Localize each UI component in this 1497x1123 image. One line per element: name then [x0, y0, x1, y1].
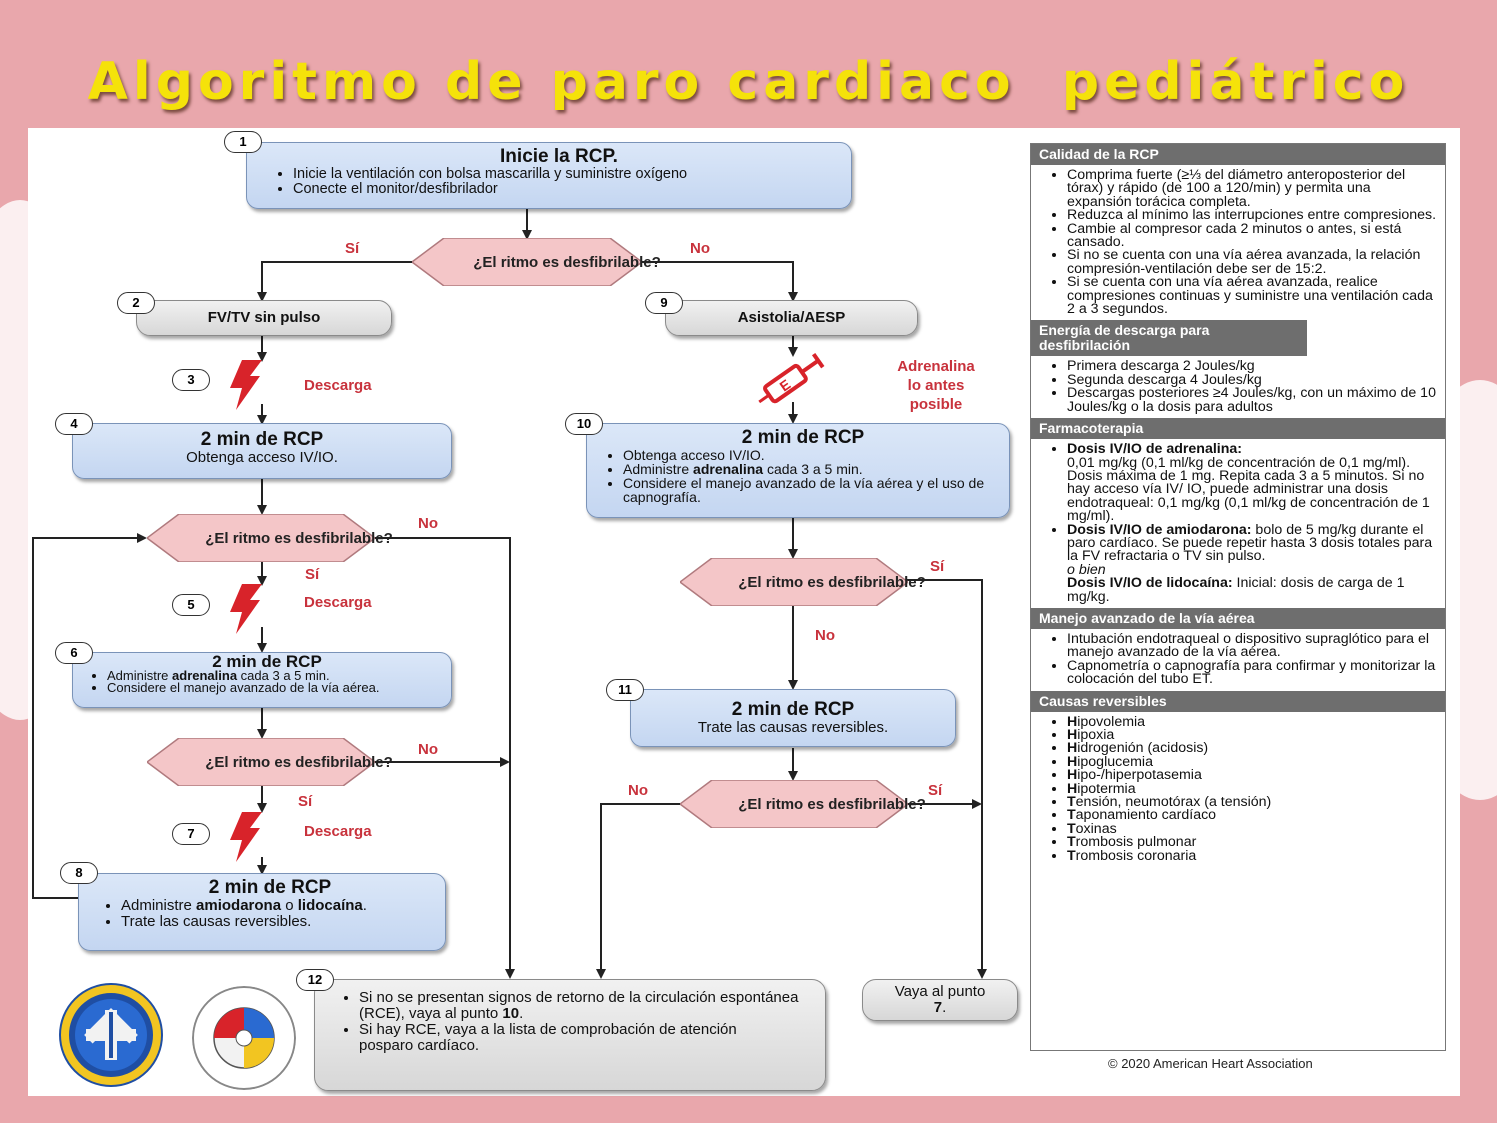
step-number-badge: 6	[55, 642, 93, 664]
text-fragment: idrogenión (acidosis)	[1077, 740, 1209, 757]
text-bold: lidocaína	[297, 897, 363, 914]
text-fragment: Administre	[121, 897, 197, 914]
text-bold: T	[1067, 847, 1076, 864]
decision-text: ¿El ritmo es desfibrilable?	[738, 573, 926, 591]
text-bold: 10	[502, 1005, 520, 1022]
text-bold: H	[1067, 740, 1078, 757]
text-fragment: rombosis pulmonar	[1075, 834, 1197, 851]
shock-label: Descarga	[304, 823, 372, 840]
text-fragment: rombosis coronaria	[1075, 847, 1197, 864]
no-label: No	[815, 627, 835, 644]
text-fragment: ipoxia	[1077, 727, 1115, 743]
step-number-badge: 4	[55, 413, 93, 435]
decision-diamond-top	[412, 238, 661, 286]
text-fragment: .	[942, 999, 947, 1016]
lightning-shock-icon	[228, 584, 262, 634]
text-bold: T	[1067, 820, 1076, 837]
no-label: No	[628, 782, 648, 799]
text-bold: 7	[933, 999, 943, 1016]
text-fragment: oxinas	[1075, 820, 1117, 837]
text-italic: o bien	[1067, 561, 1106, 578]
firefighters-college-logo	[192, 986, 296, 1090]
text-fragment: bolo de 5 mg/kg durante el paro cardíaco. Se puede repetir hasta 3 dosis totales para la FV refractaria o TV sin pulso.	[1067, 521, 1433, 565]
copyright-text: © 2020 American Heart Association	[1108, 1056, 1313, 1071]
text-fragment: Administre	[623, 461, 694, 477]
syringe-icon	[752, 352, 832, 406]
text-bold: H	[1067, 727, 1078, 743]
text-fragment: ipotermia	[1077, 780, 1136, 797]
lightning-shock-icon	[228, 360, 262, 410]
list-item	[1067, 809, 1439, 822]
step-4-cpr-box	[72, 423, 452, 479]
shock-label: Descarga	[304, 377, 372, 394]
list-item: • Comprima fuerte (≥⅓ del diámetro anteroposterior del tórax) y rápido (de 100 a 120/min) y permita una expansión torácica completa.	[1067, 169, 1439, 209]
list-item: • Si no se cuenta con una vía aérea avanzada, la relación compresión-ventilación debe ser de 15:2.	[1067, 249, 1439, 276]
decision-diamond-right-2	[680, 780, 926, 828]
list-item	[1067, 443, 1439, 523]
text-fragment: ipoglucemia	[1077, 753, 1153, 770]
text-bold: amiodarona	[196, 897, 282, 914]
step-number-badge: 11	[606, 679, 644, 701]
step-1-bullet: • Inicie la ventilación con bolsa mascarilla y suministre oxígeno	[293, 167, 713, 182]
decision-text: ¿El ritmo es desfibrilable?	[738, 795, 926, 813]
step-2-vf-vt-box	[136, 300, 392, 336]
yes-label: Sí	[298, 793, 313, 810]
step-2-label: FV/TV sin pulso	[207, 309, 321, 326]
yes-label: Sí	[305, 566, 320, 583]
text-bold: Dosis IV/IO de amiodarona:	[1067, 521, 1252, 538]
text-fragment: Inicial: dosis de carga de 1 mg/kg.	[1067, 575, 1405, 605]
text-bold: T	[1067, 807, 1076, 824]
list-item: • Si se cuenta con una vía aérea avanzada, realice compresiones continuas y suministre una ventilación cada 2 a 3 segundos.	[1067, 276, 1439, 316]
text-fragment: ensión, neumotórax (a tensión)	[1075, 794, 1272, 811]
decision-diamond-right-1	[680, 558, 926, 606]
no-label: No	[418, 515, 438, 532]
text-fragment: .	[519, 1005, 524, 1022]
step-6-cpr-box	[72, 652, 452, 708]
cpr-quality-list	[1031, 169, 1445, 316]
step-10-cpr-box	[586, 423, 1010, 518]
list-item: • Primera descarga 2 Joules/kg	[1067, 360, 1439, 373]
text-bold: Dosis IV/IO de adrenalina:	[1067, 441, 1243, 458]
list-item: • Cambie al compresor cada 2 minutos o antes, si está cansado.	[1067, 223, 1439, 250]
text-bold: H	[1067, 753, 1078, 770]
step-number-badge: 12	[296, 969, 334, 991]
step-number-badge: 7	[172, 823, 210, 845]
step-number-badge: 9	[645, 292, 683, 314]
decision-text: ¿El ritmo es desfibrilable?	[205, 753, 393, 771]
text-fragment: ipovolemia	[1077, 713, 1146, 730]
text-fragment: cada 3 a 5 min.	[237, 668, 330, 683]
text-bold: H	[1067, 713, 1078, 730]
text-fragment: ipo-/hiperpotasemia	[1077, 767, 1202, 784]
step-1-start-cpr-box	[246, 142, 852, 209]
text-fragment: Si no se presentan signos de retorno de la circulación espontánea (RCE), vaya al punto	[359, 989, 799, 1022]
section-header: Causas reversibles	[1031, 691, 1445, 712]
step-12-bullet: • Si hay RCE, vaya a la lista de comprobación de atención posparo cardíaco.	[359, 1022, 759, 1054]
decision-diamond-left-1	[147, 514, 393, 562]
shock-energy-list	[1031, 360, 1445, 414]
step-10-bullet: • Considere el manejo avanzado de la vía aérea y el uso de capnografía.	[623, 476, 999, 504]
step-number-badge: 8	[60, 862, 98, 884]
yes-label: Sí	[930, 558, 945, 575]
step-8-cpr-box	[78, 873, 446, 951]
list-item: • Descargas posteriores ≥4 Joules/kg, con un máximo de 10 Joules/kg o la dosis para adultos	[1067, 387, 1439, 414]
yes-label: Sí	[345, 240, 360, 257]
healthwebce-logo	[58, 982, 164, 1088]
goto-step-7-box	[862, 979, 1018, 1021]
step-8-bullet	[121, 898, 401, 914]
text-fragment: aponamiento cardíaco	[1075, 807, 1217, 824]
step-9-asystole-box	[665, 300, 918, 336]
list-item: • Capnometría o capnografía para confirmar y monitorizar la colocación del tubo ET.	[1067, 660, 1439, 687]
text-bold: T	[1067, 834, 1076, 851]
text-bold: adrenalina	[172, 668, 238, 683]
step-4-title: 2 min de RCP	[200, 429, 324, 450]
step-10-bullet	[623, 462, 913, 476]
list-item: • Segunda descarga 4 Joules/kg	[1067, 374, 1439, 387]
text-fragment: .	[362, 897, 367, 914]
step-10-title: 2 min de RCP	[741, 427, 865, 448]
step-12-bullet	[359, 990, 811, 1022]
step-number-badge: 3	[172, 369, 210, 391]
text-fragment: Vaya al punto	[894, 983, 986, 1000]
step-1-title: Inicie la RCP.	[500, 146, 618, 167]
slide-title: Algoritmo de paro cardiaco pediátrico	[87, 52, 1410, 112]
reference-sidebar	[1030, 143, 1446, 1051]
svg-text:E: E	[776, 375, 794, 395]
text-fragment: o	[281, 897, 298, 914]
step-11-cpr-box	[630, 689, 956, 747]
section-header: Energía de descarga para desfibrilación	[1031, 320, 1307, 356]
list-item	[1067, 713, 1439, 730]
step-number-badge: 5	[172, 594, 210, 616]
adrenaline-note-line: Adrenalina	[897, 358, 975, 375]
shock-label: Descarga	[304, 594, 372, 611]
step-number-badge: 1	[224, 131, 262, 153]
reversible-causes-list	[1031, 713, 1445, 864]
step-number-badge: 10	[565, 413, 603, 435]
text-bold: adrenalina	[693, 461, 764, 477]
no-label: No	[690, 240, 710, 257]
text-bold: Dosis IV/IO de lidocaína:	[1067, 575, 1233, 592]
no-label: No	[418, 741, 438, 758]
step-4-text: Obtenga acceso IV/IO.	[186, 449, 338, 466]
list-item	[1067, 847, 1439, 864]
text-fragment: 0,01 mg/kg (0,1 ml/kg de concentración de 0,1 mg/ml). Dosis máxima de 1 mg. Repita cada 3 a 5 minutos. Si no hay acceso vía IV/ IO, puede administrar una dosis endotraqueal: 0,1 mg/kg (0,1 ml/kg de concentración de 1 mg/ml).	[1067, 454, 1430, 525]
list-item: • Intubación endotraqueal o dispositivo supraglótico para el manejo avanzado de la vía aérea.	[1067, 633, 1439, 660]
step-6-bullet: • Considere el manejo avanzado de la vía aérea.	[107, 682, 427, 694]
step-10-bullet: • Obtenga acceso IV/IO.	[623, 448, 999, 462]
step-8-title: 2 min de RCP	[208, 877, 332, 898]
decision-text: ¿El ritmo es desfibrilable?	[205, 529, 393, 547]
airway-list	[1031, 630, 1445, 688]
list-item	[1067, 521, 1439, 605]
step-12-box	[314, 979, 826, 1091]
text-fragment: Administre	[107, 668, 173, 683]
step-11-text: Trate las causas reversibles.	[697, 719, 889, 736]
adrenaline-note-line: posible	[909, 396, 963, 413]
step-11-title: 2 min de RCP	[731, 699, 855, 720]
section-header: Farmacoterapia	[1031, 418, 1445, 439]
decision-text: ¿El ritmo es desfibrilable?	[473, 253, 661, 271]
step-6-title: 2 min de RCP	[212, 652, 322, 671]
decision-diamond-left-2	[147, 738, 393, 786]
drug-therapy-list	[1031, 443, 1445, 604]
text-bold: T	[1067, 794, 1076, 811]
text-fragment: cada 3 a 5 min.	[763, 461, 863, 477]
section-header: Calidad de la RCP	[1031, 144, 1445, 165]
list-item: • Reduzca al mínimo las interrupciones entre compresiones.	[1067, 209, 1439, 222]
yes-label: Sí	[928, 782, 943, 799]
adrenaline-note-line: lo antes	[907, 377, 965, 394]
text-bold: H	[1067, 767, 1078, 784]
lightning-shock-icon	[228, 812, 262, 862]
step-8-bullet: • Trate las causas reversibles.	[121, 914, 435, 930]
step-9-label: Asistolia/AESP	[737, 309, 846, 326]
step-1-bullet: • Conecte el monitor/desfibrilador	[293, 182, 841, 197]
section-header: Manejo avanzado de la vía aérea	[1031, 608, 1445, 629]
text-bold: H	[1067, 780, 1078, 797]
adrenaline-asap-note	[866, 357, 1006, 414]
step-number-badge: 2	[117, 292, 155, 314]
